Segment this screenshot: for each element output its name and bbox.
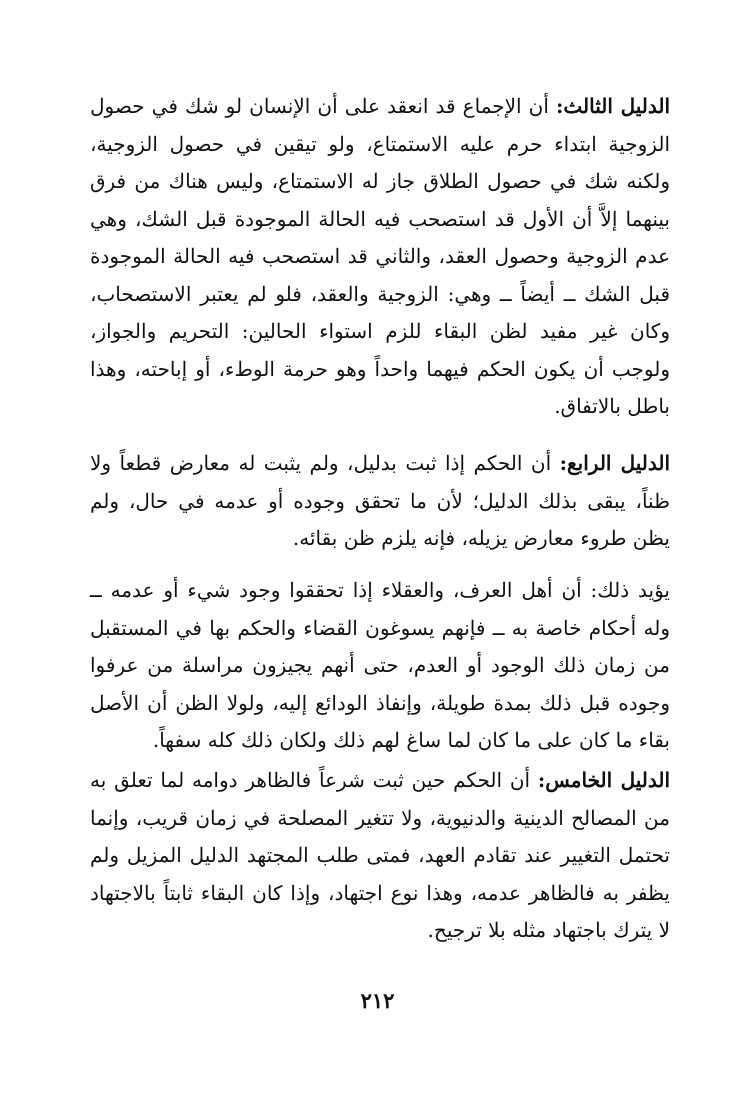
paragraph-supporting-note xyxy=(90,572,670,760)
paragraph-body: أن الإجماع قد انعقد على أن الإنسان لو شك في حصول الزوجية ابتداء حرم عليه الاستمتاع، ولو تيقين في حصول الزوجية، ولكنه شك في حصول الطلاق جاز له الاستمتاع، وليس هناك من فرق بينهما إلاَّ أن الأول قد استصحب فيه الحالة الموجودة قبل الشك، وهي عدم الزوجية وحصول العقد، والثاني قد استصحب فيه الحالة الموجودة قبل الشك ــ أيضاً ــ وهي: الزوجية والعقد، فلو لم يعتبر الاستصحاب، وكان غير مفيد لظن البقاء للزم استواء الحالين: التحريم والجواز، ولوجب أن يكون الحكم فيهما واحداً وهو حرمة الوطء، أو إباحته، وهذا باطل بالاتفاق. xyxy=(90,94,670,418)
paragraph-body: أن الحكم إذا ثبت بدليل، ولم يثبت له معارض قطعاً ولا ظناً، يبقى بذلك الدليل؛ لأن ما تحقق وجوده أو عدمه في حال، ولم يظن طروء معارض يزيله، فإنه يلزم ظن بقائه. xyxy=(90,451,670,550)
paragraph-fifth-evidence xyxy=(90,762,670,950)
paragraph-body: يؤيد ذلك: أن أهل العرف، والعقلاء إذا تحققوا وجود شيء أو عدمه ــ وله أحكام خاصة به ــ فإنهم يسوغون القضاء والحكم بها في المستقبل من زمان ذلك الوجود أو العدم، حتى أنهم يجيزون مراسلة من عرفوا وجوده قبل ذلك بمدة طويلة، وإنفاذ الودائع إليه، ولولا الظن أن الأصل بقاء ما كان على ما كان لما ساغ لهم ذلك ولكان ذلك كله سفهاً. xyxy=(90,578,670,752)
paragraph-heading: الدليل الخامس: xyxy=(537,768,670,792)
paragraph-heading: الدليل الثالث: xyxy=(556,94,671,118)
paragraph-third-evidence xyxy=(90,88,670,426)
page-number: ٢١٢ xyxy=(360,988,395,1013)
paragraph-heading: الدليل الرابع: xyxy=(559,451,670,475)
paragraph-body: أن الحكم حين ثبت شرعاً فالظاهر دوامه لما تعلق به من المصالح الدينية والدنيوية، ولا تتغير المصلحة في زمان قريب، وإنما تحتمل التغيير عند تقادم العهد، فمتى طلب المجتهد الدليل المزيل ولم يظفر به فالظاهر عدمه، وهذا نوع اجتهاد، وإذا كان البقاء ثابتاً بالاجتهاد لا يترك باجتهاد مثله بلا ترجيح. xyxy=(90,768,670,942)
paragraph-fourth-evidence xyxy=(90,445,670,558)
